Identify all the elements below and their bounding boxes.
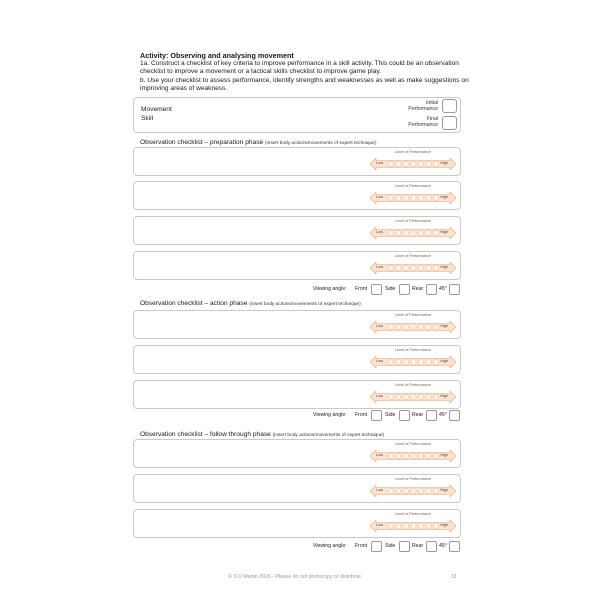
side-label: Side [385,286,396,292]
scale-circle [411,230,416,235]
scale-circle [396,394,401,399]
scale-low-label: Low [376,161,383,165]
scale-circle [418,265,423,270]
angle-45-label: 45° [439,286,447,292]
viewing-angle-row [313,541,463,553]
scale-circle [411,488,416,493]
section-heading-preparation [140,139,376,146]
scale-circle [411,161,416,166]
checklist-row[interactable] [133,380,461,409]
scale-title: Level of Performance [394,348,432,352]
scale-title: Level of Performance [394,184,432,188]
viewing-angle-label: Viewing angle: [313,286,347,292]
scale-high-label: High [440,324,448,328]
scale-circle [396,359,401,364]
scale-title: Level of Performance [394,313,432,317]
scale-circle [388,324,393,329]
movement-skill-labels [141,106,172,123]
scale-circle [411,359,416,364]
front-checkbox[interactable] [371,410,382,421]
angle-45-checkbox[interactable] [449,284,460,295]
scale-low-label: Low [376,230,383,234]
scale-circle [411,265,416,270]
scale-circle [388,161,393,166]
scale-circle [388,359,393,364]
side-checkbox[interactable] [399,541,410,552]
viewing-angle-label: Viewing angle: [313,412,347,418]
scale-circle [426,488,431,493]
scale-low-label: Low [376,488,383,492]
scale-circle [411,195,416,200]
section-title: Observation checklist – action phase [140,300,248,307]
scale-high-label: High [440,230,448,234]
scale-high-label: High [440,394,448,398]
rear-checkbox[interactable] [426,410,437,421]
front-label: Front [355,412,368,418]
scale-low-label: Low [376,265,383,269]
angle-45-label: 45° [439,543,447,549]
section-heading-follow-through [140,431,384,438]
section-title: Observation checklist – preparation phase [140,139,264,146]
checklist-row[interactable] [133,147,461,176]
scale-title: Level of Performance [394,383,432,387]
level-of-performance-scale[interactable] [370,254,456,278]
scale-circle [426,195,431,200]
scale-title: Level of Performance [394,477,432,481]
viewing-angle-label: Viewing angle: [313,543,347,549]
scale-circle [403,453,408,458]
instruction-a: 1a. Construct a checklist of key criteria to improve performance in a skill activity. This could be an observation checklist to improve a movement or a tactical skills checklist to improve game play. [140,60,459,76]
scale-low-label: Low [376,324,383,328]
scale-low-label: Low [376,195,383,199]
scale-circle [396,265,401,270]
scale-circle [403,230,408,235]
skill-label: Skill [141,114,154,122]
scale-title: Level of Performance [394,219,432,223]
movement-skill-box [133,97,461,133]
scale-circle [426,230,431,235]
scale-circle [426,161,431,166]
scale-high-label: High [440,161,448,165]
initial-performance-checkbox[interactable] [442,99,457,113]
scale-circle [388,195,393,200]
scale-circle [418,230,423,235]
scale-circle [433,394,438,399]
viewing-angle-row [313,284,463,296]
scale-high-label: High [440,453,448,457]
scale-title: Level of Performance [394,254,432,258]
angle-45-checkbox[interactable] [449,541,460,552]
rear-checkbox[interactable] [426,284,437,295]
level-of-performance-scale[interactable] [370,313,456,337]
scale-title: Level of Performance [394,150,432,154]
scale-circle [403,195,408,200]
scale-circle [388,523,393,528]
viewing-angle-row [313,410,463,422]
side-label: Side [385,543,396,549]
scale-high-label: High [440,488,448,492]
side-checkbox[interactable] [399,410,410,421]
scale-circle [418,359,423,364]
page-number: 31 [451,574,457,580]
instruction-b: b. Use your checklist to assess performance, identify strengths and weaknesses as well as make suggestions on improving areas of weakness. [140,76,469,93]
scale-circle [418,161,423,166]
angle-45-checkbox[interactable] [449,410,460,421]
scale-circle [433,488,438,493]
level-of-performance-scale[interactable] [370,477,456,501]
scale-circle [388,230,393,235]
scale-circle [396,488,401,493]
final-label-line1: Final [426,116,438,122]
scale-circle [411,453,416,458]
section-hint: (insert body actions/movements of expert technique) [272,433,385,438]
scale-circle [433,265,438,270]
scale-circle [418,488,423,493]
scale-circle [433,324,438,329]
activity-title: Activity: Observing and analysing movement [140,51,294,60]
initial-label-line1: Initial [425,100,438,106]
checklist-row[interactable] [133,251,461,280]
scale-circle [426,394,431,399]
scale-circle [388,488,393,493]
checklist-row[interactable] [133,509,461,538]
front-checkbox[interactable] [371,541,382,552]
scale-circle [396,453,401,458]
rear-label: Rear [412,286,424,292]
initial-label-line2: Performance [408,106,438,112]
checklist-row[interactable] [133,345,461,374]
activity-instructions [140,60,470,94]
scale-circle [426,523,431,528]
final-label-line2: Performance [408,122,438,128]
scale-circle [396,195,401,200]
scale-circle [418,453,423,458]
front-label: Front [355,286,368,292]
scale-circle [426,453,431,458]
level-of-performance-scale[interactable] [370,184,456,208]
scale-high-label: High [440,265,448,269]
level-of-performance-scale[interactable] [370,348,456,372]
scale-circle [433,523,438,528]
angle-45-label: 45° [439,412,447,418]
scale-circle [418,195,423,200]
rear-checkbox[interactable] [426,541,437,552]
side-checkbox[interactable] [399,284,410,295]
scale-high-label: High [440,359,448,363]
scale-circle [403,324,408,329]
final-performance-checkbox[interactable] [442,116,457,130]
scale-circle [418,523,423,528]
scale-circle [433,195,438,200]
scale-circle [433,453,438,458]
copyright-footer: © S D Martin 2026 - Please do not photocopy or distribute [228,574,362,580]
scale-high-label: High [440,195,448,199]
scale-circle [388,453,393,458]
checklist-row[interactable] [133,439,461,468]
scale-circle [396,230,401,235]
checklist-row[interactable] [133,474,461,503]
scale-low-label: Low [376,359,383,363]
section-hint: (insert body actions/movements of expert technique) [265,141,377,146]
scale-high-label: High [440,523,448,527]
scale-circle [403,359,408,364]
front-checkbox[interactable] [371,284,382,295]
checklist-row[interactable] [133,216,461,245]
front-label: Front [355,543,368,549]
level-of-performance-scale[interactable] [370,442,456,466]
movement-label: Movement [141,106,172,113]
scale-title: Level of Performance [394,442,432,446]
scale-circle [411,523,416,528]
section-hint: (insert body actions/movements of expert technique) [249,302,361,307]
scale-circle [396,324,401,329]
scale-low-label: Low [376,453,383,457]
scale-circle [426,359,431,364]
scale-circle [426,324,431,329]
scale-circle [396,523,401,528]
level-of-performance-scale[interactable] [370,512,456,536]
initial-performance-label [408,100,438,112]
scale-circle [433,161,438,166]
scale-circle [403,523,408,528]
scale-circle [396,161,401,166]
section-title: Observation checklist – follow through phase [140,431,271,438]
scale-circle [418,324,423,329]
scale-circle [411,394,416,399]
final-performance-label [408,116,438,128]
checklist-row[interactable] [133,310,461,339]
scale-circle [403,488,408,493]
rear-label: Rear [412,543,424,549]
scale-circle [403,161,408,166]
level-of-performance-scale[interactable] [370,150,456,174]
level-of-performance-scale[interactable] [370,383,456,407]
rear-label: Rear [412,412,424,418]
side-label: Side [385,412,396,418]
scale-low-label: Low [376,394,383,398]
scale-circle [433,359,438,364]
scale-circle [403,394,408,399]
scale-circle [418,394,423,399]
level-of-performance-scale[interactable] [370,219,456,243]
scale-circle [403,265,408,270]
scale-circle [388,265,393,270]
scale-circle [388,394,393,399]
scale-low-label: Low [376,523,383,527]
section-heading-action [140,300,361,307]
scale-circle [411,324,416,329]
scale-circle [426,265,431,270]
scale-title: Level of Performance [394,512,432,516]
checklist-row[interactable] [133,181,461,210]
scale-circle [433,230,438,235]
